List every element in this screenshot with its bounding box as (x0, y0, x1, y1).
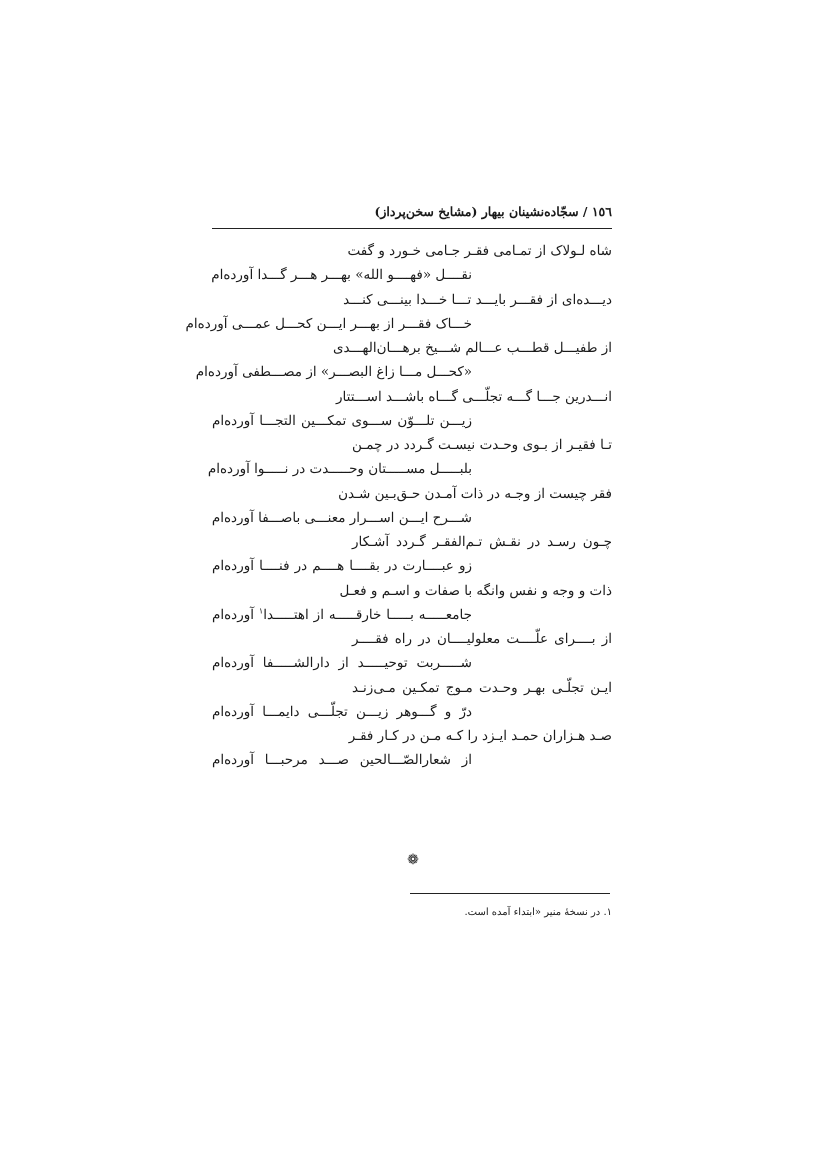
verse-line (212, 748, 612, 772)
verse-text: «کحـــل مـــا زاغ البصـــر» از مصـــطفی آورده‌ام (195, 364, 472, 381)
verse-text: از شعارالصّـــالحین صـــد مرحبـــا آورده‌ام (212, 752, 472, 769)
running-head: ١٥٦ / سجّاده‌نشینان بیهار (مشایخ سخن‌پرداز) (374, 204, 612, 219)
verse-line (212, 385, 612, 409)
verse-text: زو عبــــارت در بقــــا هــــم در فنــــا آورده‌ام (212, 558, 472, 575)
verse-line (212, 627, 612, 651)
verse-text: از بــــرای علّــــت معلولیــــان در راه فقــــر (352, 631, 612, 647)
verse-text: درّ و گـــوهر زیـــن تجلّـــی دایمـــا آورده‌ام (212, 703, 472, 720)
verse-line (195, 360, 612, 384)
verse-text-part: آورده‌ام (212, 606, 254, 623)
verse-line (212, 530, 612, 554)
footnote-text: ١. در نسخهٔ منیر «ابتداء آمده است. (464, 907, 612, 918)
verse-text: ایـن تجلّـی بهـر وحـدت مـوج تمکـین مـی‌زنـد (352, 679, 612, 696)
verse-line (212, 603, 612, 627)
verse-line (212, 433, 612, 457)
poem-body (185, 239, 612, 773)
verse-line (212, 288, 612, 312)
verse-text: نقــــل «فهــــو الله» بهـــر هـــر گـــدا آورده‌ام (211, 267, 472, 284)
verse-text: چـون رسـد در نقـش تـم‌الفقـر گـردد آشـکار (352, 534, 612, 550)
verse-text: از طفیـــل قطـــب عـــالم شـــیخ برهـــان‌الهـــدی (332, 340, 612, 356)
verse-line (212, 700, 612, 724)
verse-line (212, 579, 612, 603)
verse-text: بلبـــــل مســـــتان وحـــــدت در نـــــوا آورده‌ام (207, 461, 472, 478)
verse-line (212, 336, 612, 360)
footnote-rule (410, 893, 610, 894)
verse-line (212, 676, 612, 700)
verse-text: فقر چیست از وجـه در ذات آمـدن حـق‌بـین شـدن (338, 485, 612, 502)
verse-text: زیـــن تلـــوّن ســـوی تمکـــین التجـــا آورده‌ام (212, 412, 472, 429)
verse-line (212, 724, 612, 748)
verse-text: شـــرح ایـــن اســـرار معنـــی باصـــفا آورده‌ام (211, 509, 472, 526)
verse-text: صـد هـزاران حمـد ایـزد را کـه مـن در کـار فقـر (348, 728, 612, 744)
verse-line (212, 506, 612, 530)
verse-line (207, 457, 612, 481)
verse-line (212, 482, 612, 506)
verse-text: تـا فقیـر از بـوی وحـدت نیسـت گـردد در چمـن (352, 437, 612, 453)
verse-text-part: جامعـــــه بـــــا خارقـــــه از اهتـــــدا (263, 606, 472, 623)
verse-line (212, 651, 612, 675)
verse-line (212, 409, 612, 433)
verse-text: انـــدرین جـــا گـــه تجلّـــی گـــاه باشـــد اســـتتار (336, 388, 612, 405)
verse-text (212, 603, 472, 627)
verse-text: ذات و وجه و نفس وانگه با صفات و اسـم و فعـل (339, 582, 612, 599)
verse-text: خـــاک فقـــر از بهـــر ایـــن کحـــل عمـــی آورده‌ام (185, 315, 472, 332)
header-rule (212, 228, 612, 229)
verse-text: شاه لـولاک از تمـامی فقـر جـامی خـورد و گفت (347, 243, 612, 259)
verse-line (212, 239, 612, 263)
verse-line (212, 554, 612, 578)
verse-text: دیـــده‌ای از فقـــر بایـــد تـــا خـــدا بینـــی کنـــد (343, 291, 612, 308)
section-ornament: ❁ (407, 852, 419, 868)
verse-text: شـــــربت توحیـــــد از دارالشـــــفا آورده‌ام (212, 655, 472, 672)
footnote-marker[interactable]: ١ (258, 606, 264, 616)
verse-line (212, 263, 612, 287)
verse-line (185, 312, 612, 336)
